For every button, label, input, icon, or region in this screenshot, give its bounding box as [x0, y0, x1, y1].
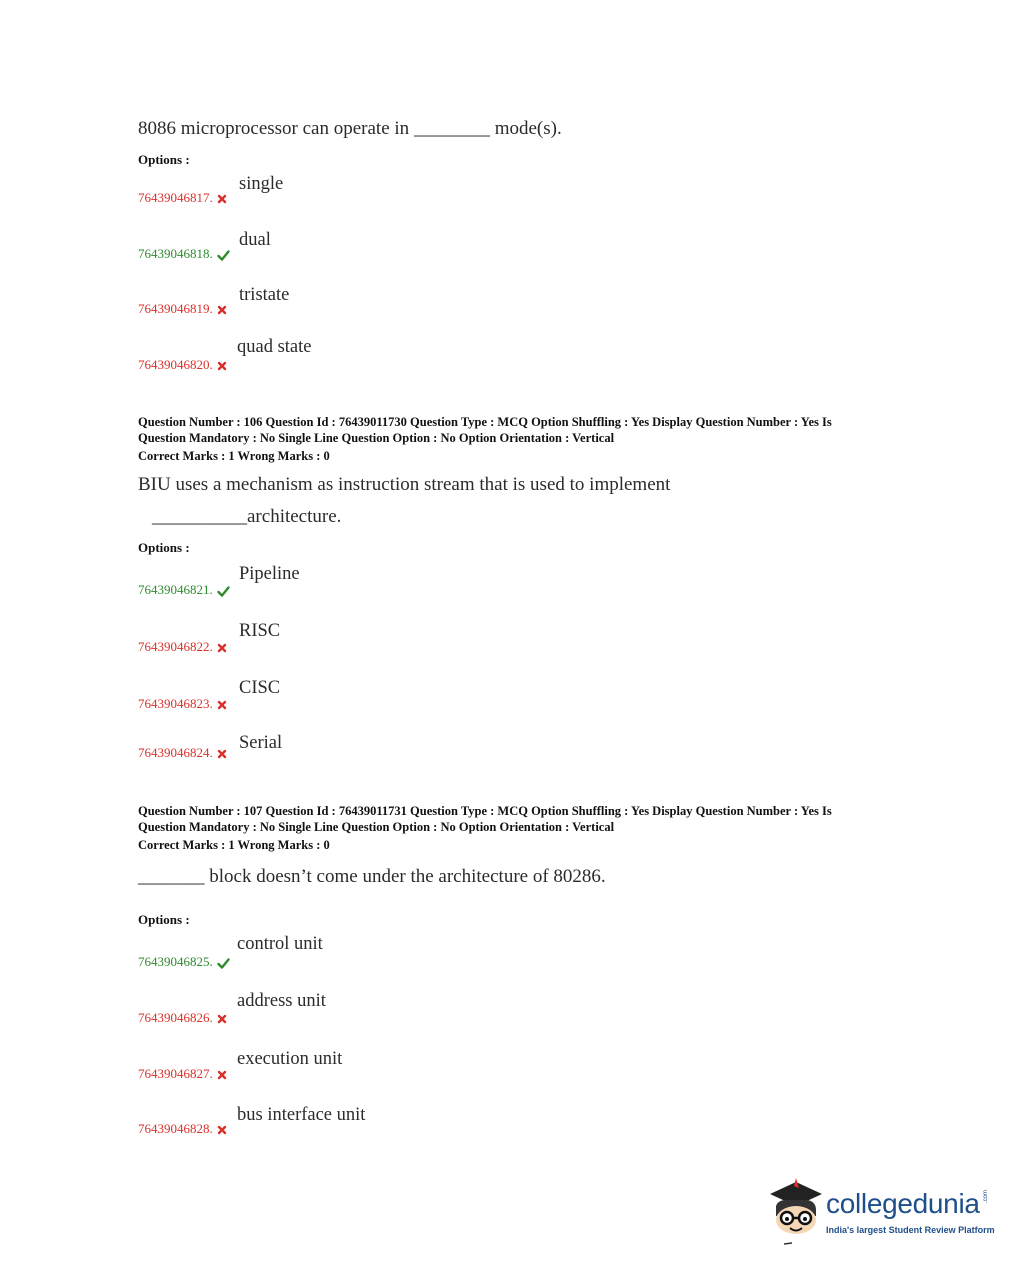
- question-text-line2: __________architecture.: [152, 506, 342, 527]
- marks-line: Correct Marks : 1 Wrong Marks : 0: [138, 838, 330, 852]
- cross-icon: [217, 749, 227, 759]
- cross-icon: [217, 1070, 227, 1080]
- question-meta: [138, 803, 832, 853]
- meta-line: Question Mandatory : No Single Line Question Option : No Option Orientation : Vertical: [138, 820, 615, 834]
- options-label: Options :: [138, 540, 190, 555]
- option-id: 76439046826.: [138, 1010, 213, 1025]
- option-text: address unit: [237, 991, 326, 1011]
- option-id: 76439046817.: [138, 190, 213, 205]
- option-id: 76439046828.: [138, 1121, 213, 1136]
- option-row: [138, 1066, 227, 1082]
- collegedunia-logo: [766, 1176, 996, 1248]
- meta-line: Question Mandatory : No Single Line Question Option : No Option Orientation : Vertical: [138, 431, 615, 445]
- option-row: [138, 954, 230, 970]
- option-text: CISC: [239, 678, 281, 698]
- question-text: [138, 866, 606, 888]
- option-text: dual: [239, 230, 271, 250]
- option-id: 76439046822.: [138, 639, 213, 654]
- question-text: BIU uses a mechanism as instruction stream that is used to implement: [138, 474, 671, 495]
- question-text: [138, 118, 562, 140]
- option-text: Serial: [239, 733, 283, 753]
- question-text-rest: block doesn’t come under the architecture of 80286.: [209, 866, 606, 887]
- question-text-end: mode(s).: [494, 118, 562, 139]
- cross-icon: [217, 361, 227, 371]
- option-text: single: [239, 174, 284, 194]
- option-text: RISC: [239, 621, 281, 641]
- cross-icon: [217, 194, 227, 204]
- question-blank: ________: [413, 118, 490, 139]
- option-row: [138, 1121, 227, 1137]
- cross-icon: [217, 643, 227, 653]
- option-text: tristate: [239, 285, 290, 305]
- option-row: [138, 301, 227, 317]
- option-row: [138, 190, 227, 206]
- options-label: Options :: [138, 912, 190, 927]
- question-meta: [138, 414, 832, 464]
- option-row: [138, 582, 230, 598]
- cross-icon: [217, 1125, 227, 1135]
- option-id: 76439046825.: [138, 954, 213, 969]
- option-row: [138, 639, 227, 655]
- option-id: 76439046820.: [138, 357, 213, 372]
- meta-line: Question Number : 107 Question Id : 76439011731 Question Type : MCQ Option Shuffling : Yes Display Question Number : Yes Is: [138, 804, 832, 818]
- cross-icon: [217, 1014, 227, 1024]
- check-icon: [217, 250, 230, 261]
- option-text: control unit: [237, 934, 323, 954]
- option-text: Pipeline: [239, 564, 300, 584]
- marks-line: Correct Marks : 1 Wrong Marks : 0: [138, 449, 330, 463]
- option-id: 76439046819.: [138, 301, 213, 316]
- logo-wordmark: collegedunia: [826, 1188, 980, 1219]
- option-row: [138, 745, 227, 761]
- option-row: [138, 357, 227, 373]
- option-row: [138, 246, 230, 262]
- option-text: execution unit: [237, 1049, 343, 1069]
- option-text: bus interface unit: [237, 1105, 366, 1125]
- check-icon: [217, 958, 230, 969]
- option-id: 76439046824.: [138, 745, 213, 760]
- option-id: 76439046827.: [138, 1066, 213, 1081]
- option-row: [138, 1010, 227, 1026]
- logo-com: .com: [983, 1189, 989, 1203]
- option-id: 76439046823.: [138, 696, 213, 711]
- student-mascot-icon: [766, 1176, 826, 1248]
- question-text-start: 8086 microprocessor can operate in: [138, 118, 410, 139]
- question-blank: _______: [138, 866, 205, 887]
- option-text: quad state: [237, 337, 312, 357]
- cross-icon: [217, 700, 227, 710]
- meta-line: Question Number : 106 Question Id : 76439011730 Question Type : MCQ Option Shuffling : Yes Display Question Number : Yes Is: [138, 415, 832, 429]
- options-label: Options :: [138, 152, 190, 167]
- option-row: [138, 696, 227, 712]
- option-id: 76439046818.: [138, 246, 213, 261]
- logo-tagline: India's largest Student Review Platform: [826, 1225, 995, 1235]
- option-id: 76439046821.: [138, 582, 213, 597]
- check-icon: [217, 586, 230, 597]
- cross-icon: [217, 305, 227, 315]
